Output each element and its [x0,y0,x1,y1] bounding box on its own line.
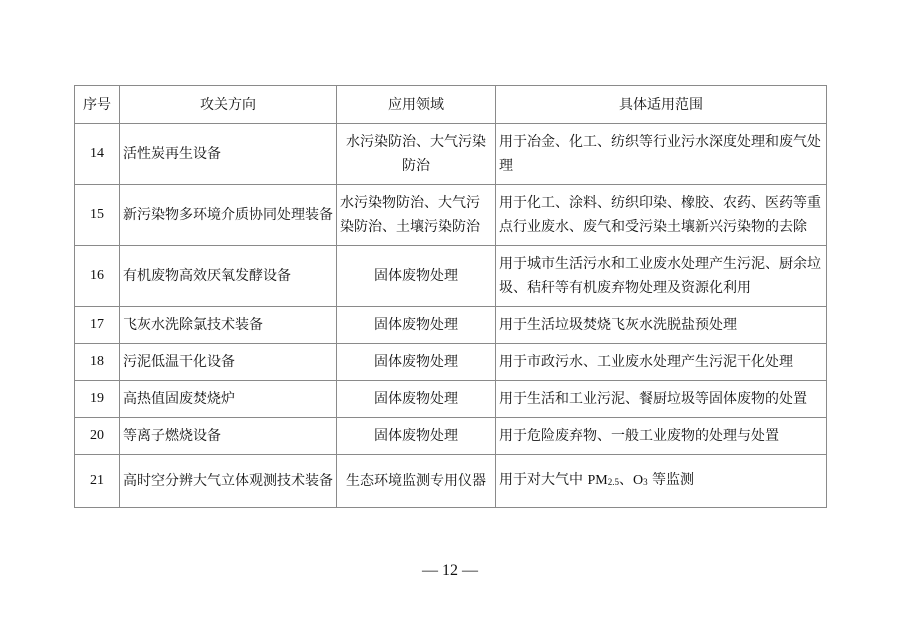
ozone-label: O [632,473,644,488]
row-no: 15 [75,185,120,246]
row-field: 固体废物处理 [337,307,496,344]
row-scope: 用于危险废弃物、一般工业废物的处理与处置 [496,418,827,455]
scope-separator: 、 [618,472,633,488]
row-no: 20 [75,418,120,455]
equipment-table [74,85,827,508]
row-no: 21 [75,455,120,508]
row-field: 固体废物处理 [337,344,496,381]
row-no: 14 [75,124,120,185]
row-scope: 用于生活垃圾焚烧飞灰水洗脱盐预处理 [496,307,827,344]
table-row [75,124,827,185]
row-no: 19 [75,381,120,418]
row-field: 生态环境监测专用仪器 [337,455,496,508]
table-row [75,246,827,307]
row-scope: 用于生活和工业污泥、餐厨垃圾等固体废物的处置 [496,381,827,418]
row-direction: 活性炭再生设备 [120,124,337,185]
row-field: 固体废物处理 [337,418,496,455]
row-direction: 有机废物高效厌氧发酵设备 [120,246,337,307]
row-scope: 用于化工、涂料、纺织印染、橡胶、农药、医药等重点行业废水、废气和受污染土壤新兴污染物的去除 [496,185,827,246]
row-scope: 用于城市生活污水和工业废水处理产生污泥、厨余垃圾、秸秆等有机废弃物处理及资源化利用 [496,246,827,307]
row-direction: 新污染物多环境介质协同处理装备 [120,185,337,246]
row-direction: 等离子燃烧设备 [120,418,337,455]
row-no: 16 [75,246,120,307]
table-row [75,455,827,508]
row-no: 18 [75,344,120,381]
header-field: 应用领域 [337,86,496,124]
ozone-subscript: 3 [643,477,648,487]
header-direction: 攻关方向 [120,86,337,124]
row-direction: 污泥低温干化设备 [120,344,337,381]
table-row [75,307,827,344]
row-direction: 高热值固废焚烧炉 [120,381,337,418]
row-field: 水污染物防治、大气污染防治、土壤污染防治 [337,185,496,246]
row-direction: 飞灰水洗除氯技术装备 [120,307,337,344]
row-scope [496,455,827,508]
header-scope: 具体适用范围 [496,86,827,124]
row-no: 17 [75,307,120,344]
scope-suffix: 等监测 [647,472,695,488]
row-field: 固体废物处理 [337,246,496,307]
table-row [75,185,827,246]
row-scope: 用于市政污水、工业废水处理产生污泥干化处理 [496,344,827,381]
row-direction: 高时空分辨大气立体观测技术装备 [120,455,337,508]
row-scope: 用于冶金、化工、纺织等行业污水深度处理和废气处理 [496,124,827,185]
header-no: 序号 [75,86,120,124]
row-field: 固体废物处理 [337,381,496,418]
page-number: — 12 — [422,562,478,579]
pm-label: PM [587,473,608,488]
table-row [75,381,827,418]
row-field: 水污染防治、大气污染防治 [337,124,496,185]
table-row [75,344,827,381]
pm-subscript: 2.5 [607,477,619,487]
table-row [75,418,827,455]
table-header-row [75,86,827,124]
scope-prefix: 用于对大气中 [499,472,588,488]
